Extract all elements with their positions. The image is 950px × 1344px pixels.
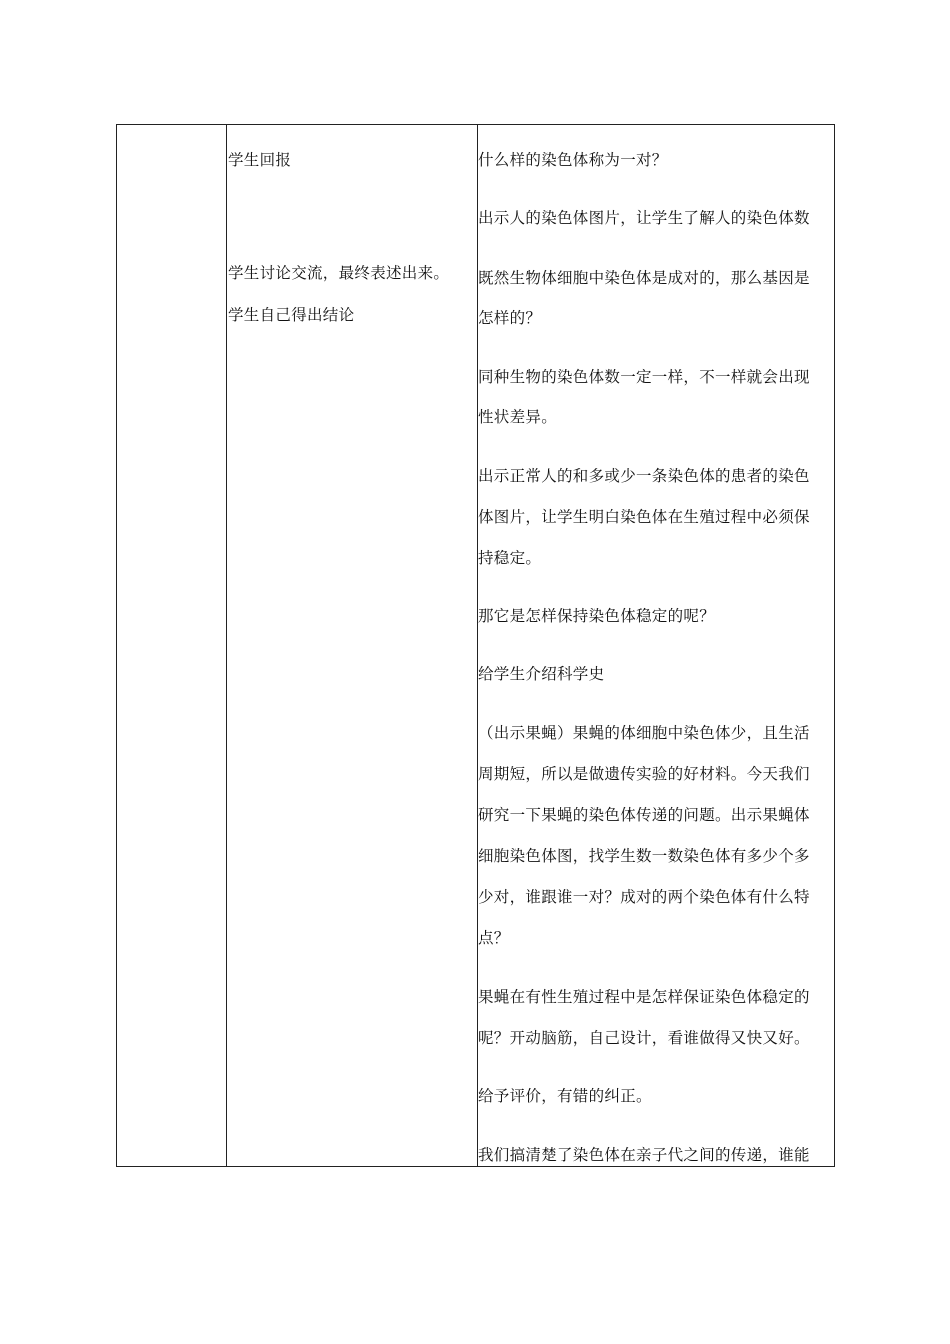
teacher-line-6: 性状差异。 (478, 408, 558, 426)
student-line-3: 学生自己得出结论 (228, 306, 355, 324)
teacher-line-16: 少对，谁跟谁一对？成对的两个染色体有什么特 (478, 888, 810, 906)
teacher-line-2: 出示人的染色体图片，让学生了解人的染色体数 (478, 209, 810, 227)
teacher-line-10: 那它是怎样保持染色体稳定的呢？ (478, 607, 716, 625)
teacher-line-20: 给予评价，有错的纠正。 (478, 1087, 652, 1105)
teacher-line-15: 细胞染色体图，找学生数一数染色体有多少个多 (478, 847, 810, 865)
teacher-line-9: 持稳定。 (478, 549, 542, 567)
student-line-1: 学生回报 (228, 151, 292, 169)
teacher-line-19: 呢？开动脑筋，自己设计，看谁做得又快又好。 (478, 1029, 810, 1047)
teacher-line-21: 我们搞清楚了染色体在亲子代之间的传递，谁能 (478, 1146, 810, 1164)
teacher-line-4: 怎样的？ (478, 309, 542, 327)
teacher-line-17: 点？ (478, 929, 510, 947)
teacher-line-3: 既然生物体细胞中染色体是成对的，那么基因是 (478, 269, 810, 287)
teacher-line-11: 给学生介绍科学史 (478, 665, 605, 683)
column-divider-1 (226, 125, 227, 1166)
teacher-line-18: 果蝇在有性生殖过程中是怎样保证染色体稳定的 (478, 988, 810, 1006)
teacher-line-1: 什么样的染色体称为一对？ (478, 151, 668, 169)
teacher-line-5: 同种生物的染色体数一定一样，不一样就会出现 (478, 368, 810, 386)
teacher-line-8: 体图片，让学生明白染色体在生殖过程中必须保 (478, 508, 810, 526)
teacher-line-12: （出示果蝇）果蝇的体细胞中染色体少，且生活 (478, 724, 810, 742)
teacher-line-13: 周期短，所以是做遗传实验的好材料。今天我们 (478, 765, 810, 783)
student-line-2: 学生讨论交流，最终表述出来。 (228, 264, 450, 282)
teacher-line-7: 出示正常人的和多或少一条染色体的患者的染色 (478, 467, 810, 485)
teacher-line-14: 研究一下果蝇的染色体传递的问题。出示果蝇体 (478, 806, 810, 824)
